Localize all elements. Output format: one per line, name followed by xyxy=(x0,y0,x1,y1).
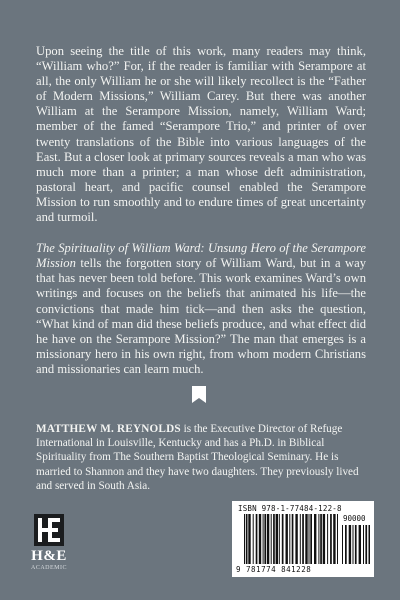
barcode-bar xyxy=(263,514,264,564)
barcode-bar xyxy=(259,514,261,564)
barcode-bar xyxy=(271,514,272,564)
barcode-bar xyxy=(365,525,367,564)
author-name: MATTHEW M. REYNOLDS xyxy=(36,423,181,435)
barcode-bar xyxy=(292,514,294,564)
barcode-bar xyxy=(323,514,325,564)
barcode-bar xyxy=(345,525,347,564)
barcode-bar xyxy=(333,514,335,564)
book-title: The Spirituality of William Ward: Unsung Hero of the Serampore Mission xyxy=(36,241,366,271)
barcode-bar xyxy=(314,514,316,564)
barcode-bar xyxy=(286,514,288,564)
barcode-bar xyxy=(253,514,254,564)
barcode-bar xyxy=(349,525,351,564)
he-logo-icon xyxy=(34,514,64,546)
barcode-bar xyxy=(363,525,364,564)
back-cover-blurb xyxy=(36,44,366,377)
ean-barcode-bars xyxy=(244,514,338,564)
barcode-bar xyxy=(327,514,328,564)
barcode-bar xyxy=(359,525,361,564)
barcode-bar xyxy=(300,514,301,564)
barcode-bar xyxy=(318,514,319,564)
barcode-bar xyxy=(302,514,304,564)
isbn-label: ISBN 978-1-77484-122-8 xyxy=(238,504,342,513)
barcode-bar xyxy=(330,514,332,564)
barcode-bar xyxy=(309,514,310,564)
barcode-bar xyxy=(355,525,357,564)
ean-digits: 9 781774 841228 xyxy=(236,565,312,574)
addon-barcode-bars xyxy=(342,525,370,564)
barcode-bar xyxy=(295,514,297,564)
barcode-bar xyxy=(305,514,307,564)
barcode-bar xyxy=(256,514,258,564)
barcode-bar xyxy=(289,514,290,564)
barcode-bar xyxy=(282,514,284,564)
barcode-bar xyxy=(279,514,280,564)
barcode-bar xyxy=(369,525,371,564)
barcode-bar xyxy=(244,514,245,564)
publisher-logo xyxy=(26,514,72,586)
barcode-bar xyxy=(337,514,338,564)
barcode-bar xyxy=(248,514,250,564)
barcode-bar xyxy=(310,514,312,564)
blurb-paragraph-2-text: tells the forgotten story of William Ward, but in a way that has never been told before. This work examines Ward’s own writings and focuses on the beliefs that animated his life—the convictions that made him tick—and then asks the question, “What kind of man did these beliefs produce, and what effect did he have on the Serampore Mission?” The man that emerges is a missionary hero in his own right, from whom modern Christians and missionaries can learn much. xyxy=(36,256,366,376)
author-bio-text: is the Executive Director of Refuge International in Louisville, Kentucky and has a Ph.D. in Biblical Spirituality from The Southern Baptist Theological Seminary. He is married to Shannon and they have two daughters. They previously lived and served in South Asia. xyxy=(36,423,359,492)
barcode-bar xyxy=(353,525,354,564)
barcode-bar xyxy=(246,514,248,564)
bookmark-icon xyxy=(192,386,206,403)
barcode-bar xyxy=(267,514,269,564)
barcode-bar xyxy=(264,514,266,564)
barcode-bar xyxy=(273,514,275,564)
blurb-paragraph-1: Upon seeing the title of this work, many readers may think, “William who?” For, if the reader is familiar with Serampore at all, the only William he or she will likely recollect is the “Father of Modern Missions,” William Carey. But there was another William at the Serampore Mission, namely, William Ward; member of the famed “Serampore Trio,” and printer of over twenty translations of the Bible into various languages of the East. But a closer look at primary sources reveals a man who was much more than a printer; a man whose deft administration, pastoral heart, and pacific counsel enabled the Serampore Mission to run smoothly and to endure times of great uncertainty and turmoil. xyxy=(36,44,366,225)
barcode-bar xyxy=(342,525,343,564)
author-bio xyxy=(36,422,366,493)
barcode-bar xyxy=(320,514,322,564)
publisher-name: H&E xyxy=(31,548,67,564)
barcode-bar xyxy=(276,514,278,564)
isbn-barcode xyxy=(232,501,374,577)
blurb-paragraph-2 xyxy=(36,241,366,377)
publisher-subtitle: ACADEMIC xyxy=(30,565,67,571)
price-code: 90000 xyxy=(343,514,366,523)
